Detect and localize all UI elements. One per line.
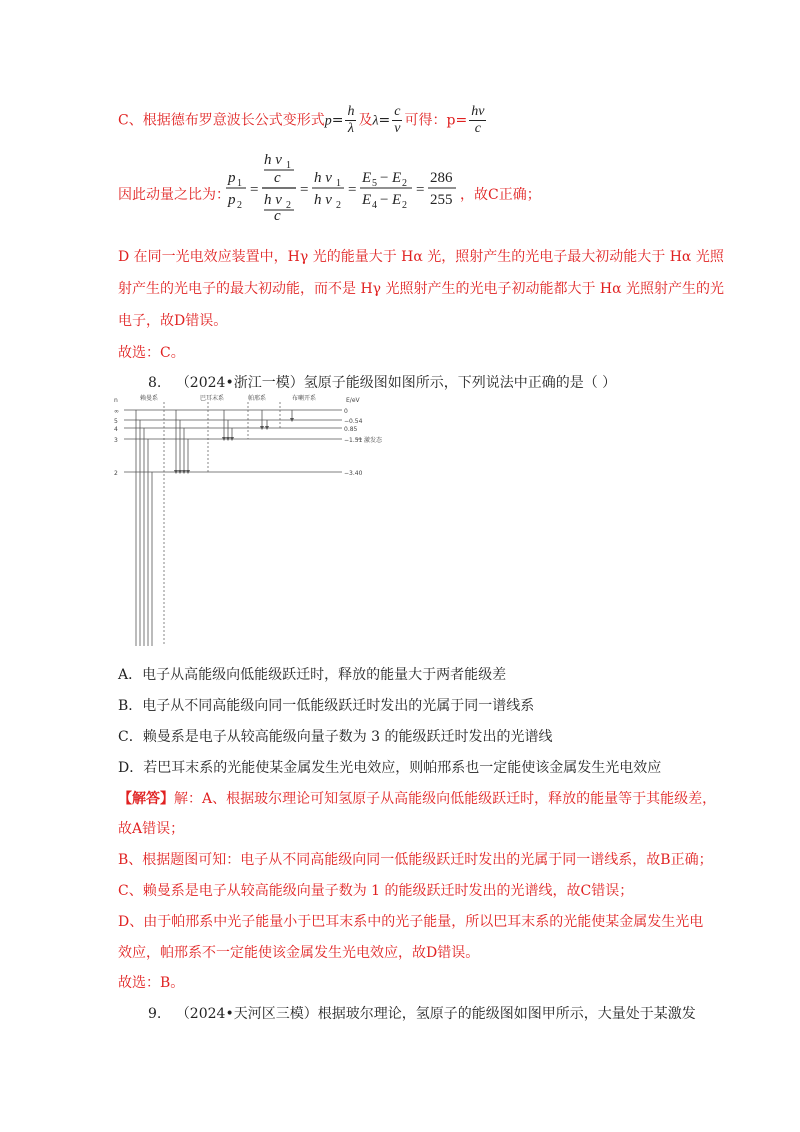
svg-text:p: p <box>228 170 236 186</box>
n-axis-label: n <box>114 397 118 404</box>
svg-text:−3.40: −3.40 <box>344 470 363 477</box>
h-over-lambda: $\frac{h}{\lambda}$ <box>347 104 355 136</box>
svg-text:5: 5 <box>114 418 118 425</box>
question-9-source: （2024•天河区三模）根据玻尔理论，氢原子的能级图如图甲所示，大量处于某激发 <box>175 1006 696 1022</box>
svg-text:E: E <box>362 170 372 186</box>
svg-text:c: c <box>274 170 281 186</box>
lambda-symbol: λ <box>372 113 379 129</box>
option-d: D．若巴耳末系的光能使某金属发生光电效应，则帕邢系也一定能使该金属发生光电效应 <box>118 760 662 776</box>
svg-text:0: 0 <box>344 408 348 415</box>
svg-text:h v: h v <box>314 192 332 208</box>
denominator-255: 255 <box>430 192 453 208</box>
svg-text:0.85: 0.85 <box>344 426 358 433</box>
svg-text:h v: h v <box>264 192 282 208</box>
svg-text:4: 4 <box>372 200 377 211</box>
and-word: 及 <box>358 112 373 129</box>
series-brackett: 布喇开系 <box>292 395 317 402</box>
energy-axis-label: E/eV <box>346 397 360 404</box>
svg-text:h v: h v <box>264 152 282 168</box>
svg-text:1: 1 <box>286 160 291 171</box>
para-d-line-2: 射产生的光电子的最大初动能，而不是 Hγ 光照射产生的光电子初动能都大于 Hα 光照射产生的光 <box>118 281 725 297</box>
question-9-number: 9. <box>148 1006 162 1022</box>
svg-text:1: 1 <box>336 178 341 189</box>
ratio-fractions <box>224 148 644 220</box>
svg-text:−: − <box>380 192 389 208</box>
solution-line-3: B、根据题图可知：电子从不同高能级向同一低能级跃迁时发出的光属于同一谱线系，故B正确； <box>118 852 713 868</box>
svg-text:=: = <box>300 182 309 198</box>
question-8-number: 8. <box>148 375 162 391</box>
svg-text:h v: h v <box>314 170 332 186</box>
question-8 <box>148 372 616 392</box>
solution-tag: 【解答】 <box>118 791 174 807</box>
formula-c-line: C、根据德布罗意波长公式变形式p= $\frac{h}{\lambda}$ 及λ= $\frac{c}{v}$ 可得：p= $\frac{hv}{c}$ <box>118 104 485 136</box>
svg-text:E: E <box>392 192 402 208</box>
svg-text:p: p <box>228 192 236 208</box>
svg-text:=: = <box>348 182 357 198</box>
p-symbol: p <box>324 113 332 129</box>
momentum-ratio-equation <box>118 148 718 220</box>
answer-8: 故选：B。 <box>118 975 185 991</box>
svg-text:5: 5 <box>372 178 377 189</box>
c-over-v: $\frac{c}{v}$ <box>394 104 401 136</box>
solution-line-5: D、由于帕邢系中光子能量小于巴耳末系中的光子能量，所以巴耳末系的光能使某金属发生光电 <box>118 914 704 930</box>
solution-line-2: 故A错误； <box>118 821 185 837</box>
para-d-line-1: D 在同一光电效应装置中，Hγ 光的能量大于 Hα 光，照射产生的光电子最大初动能大于 Hα 光照 <box>118 249 724 265</box>
svg-text:2: 2 <box>286 200 291 211</box>
svg-text:3: 3 <box>114 437 118 444</box>
svg-text:−0.54: −0.54 <box>344 418 363 425</box>
answer-7: 故选：C。 <box>118 345 185 361</box>
numerator-286: 286 <box>430 170 453 186</box>
svg-text:2: 2 <box>114 470 118 477</box>
svg-text:4: 4 <box>114 426 118 433</box>
series-paschen: 帕邢系 <box>248 395 267 402</box>
svg-text:2: 2 <box>237 200 242 211</box>
svg-text:c: c <box>274 208 281 220</box>
svg-text:2: 2 <box>402 178 407 189</box>
ratio-prefix: 因此动量之比为： <box>118 187 230 203</box>
svg-text:=: = <box>250 182 259 198</box>
keyi-text: 可得：p= <box>404 112 468 129</box>
svg-text:=: = <box>416 182 425 198</box>
series-balmer: 巴耳末系 <box>200 395 225 402</box>
svg-text:E: E <box>362 192 372 208</box>
ratio-suffix: ，故C正确； <box>460 187 541 203</box>
hv-over-c: $\frac{hv}{c}$ <box>471 104 485 136</box>
excited-state-label: 激发态 <box>364 437 383 444</box>
solution-line-4: C、赖曼系是电子从较高能级向量子数为 1 的能级跃迁时发出的光谱线，故C错误； <box>118 883 634 899</box>
question-9 <box>148 1003 696 1023</box>
svg-text:∞: ∞ <box>114 408 119 415</box>
svg-text:E: E <box>392 170 402 186</box>
svg-text:−1.51: −1.51 <box>344 437 363 444</box>
svg-text:2: 2 <box>402 200 407 211</box>
svg-text:1: 1 <box>237 178 242 189</box>
svg-text:−: − <box>380 170 389 186</box>
solution-line-1: 【解答】解：A、根据玻尔理论可知氢原子从高能级向低能级跃迁时，释放的能量等于其能级差， <box>118 791 717 807</box>
svg-text:2: 2 <box>336 200 341 211</box>
option-b: B．电子从不同高能级向同一低能级跃迁时发出的光属于同一谱线系 <box>118 698 535 714</box>
para-d-line-3: 电子，故D错误。 <box>118 313 228 329</box>
formula-c-prefix: C、根据德布罗意波长公式变形式 <box>118 112 325 129</box>
series-lyman: 赖曼系 <box>140 395 159 402</box>
equals-sign: = <box>331 112 344 129</box>
energy-level-diagram <box>112 392 412 648</box>
option-a: A．电子从高能级向低能级跃迁时，释放的能量大于两者能级差 <box>118 667 507 683</box>
question-8-source: （2024•浙江一模）氢原子能级图如图所示，下列说法中正确的是（ ） <box>175 375 617 391</box>
solution-line-6: 效应，帕邢系不一定能使该金属发生光电效应，故D错误。 <box>118 945 480 961</box>
option-c: C．赖曼系是电子从较高能级向量子数为 3 的能级跃迁时发出的光谱线 <box>118 729 553 745</box>
